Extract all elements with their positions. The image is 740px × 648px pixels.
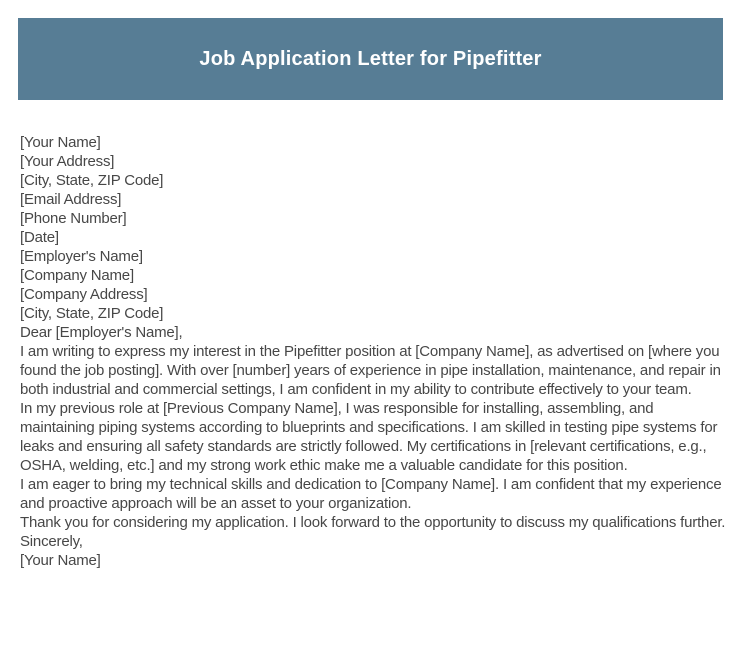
contact-line-company-city-state-zip: [City, State, ZIP Code] [20, 305, 164, 322]
contact-line-date: [Date] [20, 229, 59, 246]
contact-line-phone: [Phone Number] [20, 210, 127, 227]
letter-paragraph-experience: In my previous role at [Previous Company Name], I was responsible for installing, assembling, and maintaining piping systems according to blueprints and specifications. I am skilled in testing pipe systems for leaks and ensuring all safety standards are strictly followed. My certifications in [relevant certifications, e.g., OSHA, welding, etc.] and my strong work ethic make me a valuable candidate for this position. [20, 400, 718, 474]
page-title: Job Application Letter for Pipefitter [199, 47, 542, 70]
letter-paragraph-value: I am eager to bring my technical skills and dedication to [Company Name]. I am confident that my experience and proactive approach will be an asset to your organization. [20, 476, 722, 512]
letter-paragraph-intro: I am writing to express my interest in the Pipefitter position at [Company Name], as advertised on [where you found the job posting]. With over [number] years of experience in pipe installation, maintenance, and repair in both industrial and commercial settings, I am confident in my ability to contribute effectively to your team. [20, 343, 721, 398]
contact-line-company-name: [Company Name] [20, 267, 134, 284]
contact-line-company-address: [Company Address] [20, 286, 148, 303]
letter-paragraph-thanks: Thank you for considering my application. I look forward to the opportunity to discuss my qualifications further. [20, 514, 726, 531]
title-banner [18, 18, 723, 100]
letter-body [20, 133, 728, 570]
contact-line-your-address: [Your Address] [20, 153, 115, 170]
signature: [Your Name] [20, 552, 101, 569]
contact-line-your-name: [Your Name] [20, 134, 101, 151]
contact-line-email: [Email Address] [20, 191, 122, 208]
contact-line-city-state-zip: [City, State, ZIP Code] [20, 172, 164, 189]
contact-line-employer-name: [Employer's Name] [20, 248, 143, 265]
salutation: Dear [Employer's Name], [20, 324, 183, 341]
closing: Sincerely, [20, 533, 83, 550]
